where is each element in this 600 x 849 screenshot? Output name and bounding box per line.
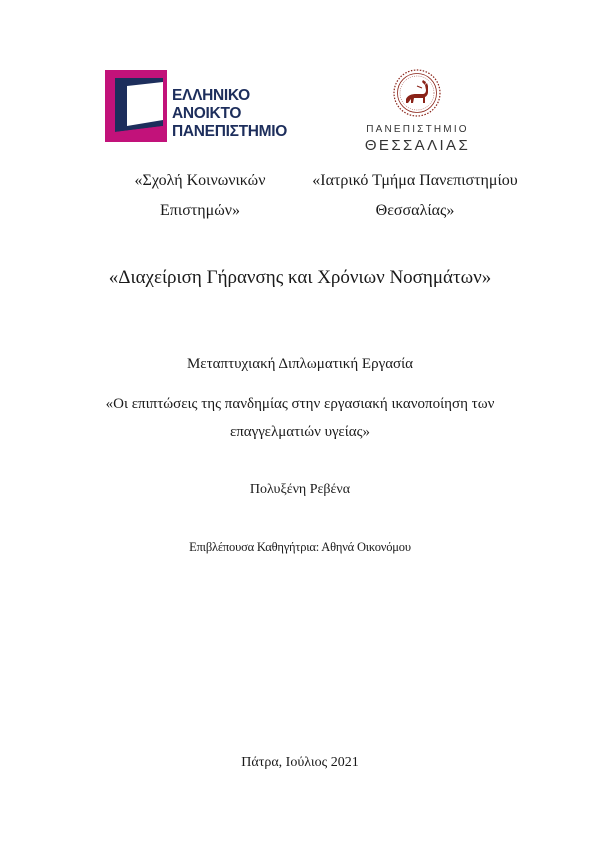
uth-wordmark-line-2: ΘΕΣΣΑΛΙΑΣ bbox=[364, 137, 471, 154]
hou-wordmark-line: ΠΑΝΕΠΙΣΤΗΜΙΟ bbox=[172, 123, 288, 140]
thesis-title-line: «Οι επιπτώσεις της πανδημίας στην εργασιακή ικανοποίηση των bbox=[105, 396, 495, 412]
hou-emblem-icon bbox=[105, 70, 167, 142]
department-name-line: «Ιατρικό Τμήμα Πανεπιστημίου bbox=[312, 172, 518, 189]
hou-wordmark-line: ΑΝΟΙΚΤΟ bbox=[172, 105, 242, 122]
program-title: «Διαχείριση Γήρανσης και Χρόνιων Νοσημάτων» bbox=[108, 267, 492, 288]
thesis-type: Μεταπτυχιακή Διπλωματική Εργασία bbox=[186, 356, 414, 372]
place-and-date: Πάτρα, Ιούλιος 2021 bbox=[241, 755, 359, 770]
supervisor: Επιβλέπουσα Καθηγήτρια: Αθηνά Οικονόμου bbox=[189, 540, 411, 554]
school-name-line: Επιστημών» bbox=[160, 202, 240, 219]
hou-wordmark bbox=[172, 87, 287, 141]
uth-wordmark-line-1: ΠΑΝΕΠΙΣΤΗΜΙΟ bbox=[366, 124, 469, 135]
hellenic-open-university-logo bbox=[105, 68, 295, 146]
thesis-title-line: επαγγελματιών υγείας» bbox=[229, 424, 371, 440]
department-name-line: Θεσσαλίας» bbox=[375, 202, 455, 219]
department-name bbox=[305, 166, 525, 226]
school-name-line: «Σχολή Κοινωνικών bbox=[134, 172, 266, 189]
university-of-thessaly-logo bbox=[355, 68, 480, 153]
school-name bbox=[110, 166, 290, 226]
centaur-seal-icon bbox=[392, 68, 442, 118]
hou-wordmark-line: ΕΛΛΗΝΙΚΟ bbox=[172, 87, 250, 104]
author-name: Πολυξένη Ρεβένα bbox=[249, 482, 351, 497]
